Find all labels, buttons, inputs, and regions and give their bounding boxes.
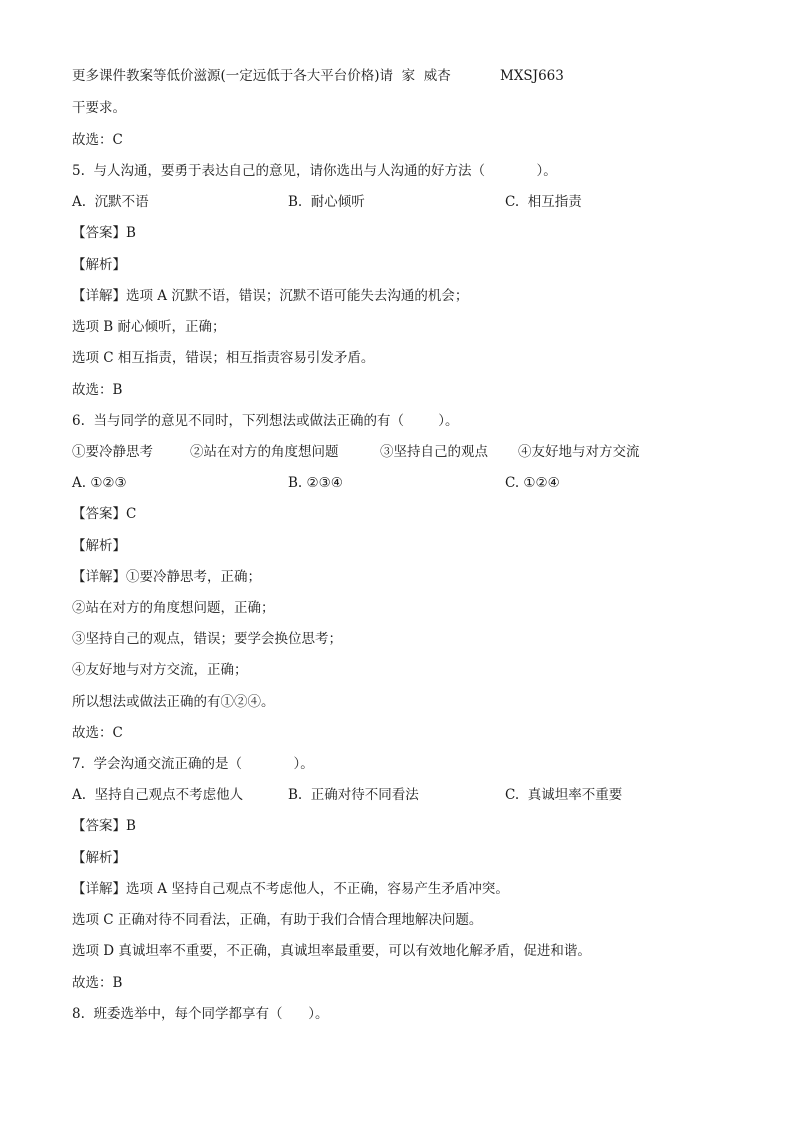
question-7: 7. 学会沟通交流正确的是（ ）。 bbox=[72, 756, 314, 772]
text-line: 故选：C bbox=[72, 132, 123, 148]
detail-line: 【详解】选项 A 坚持自己观点不考虑他人，不正确，容易产生矛盾冲突。 bbox=[72, 881, 509, 897]
option-b: B. 耐心倾听 bbox=[288, 194, 365, 210]
detail-line: ④友好地与对方交流，正确； bbox=[72, 662, 248, 678]
header-code: MXSJ663 bbox=[500, 68, 564, 84]
question-6: 6. 当与同学的意见不同时，下列想法或做法正确的有（ ）。 bbox=[72, 413, 459, 429]
analysis-heading: 【解析】 bbox=[72, 850, 126, 866]
detail-line: 选项 B 耐心倾听，正确； bbox=[72, 319, 226, 335]
selection: 故选：C bbox=[72, 725, 123, 741]
detail-line: 【详解】选项 A 沉默不语，错误；沉默不语可能失去沟通的机会； bbox=[72, 288, 469, 304]
selection: 故选：B bbox=[72, 382, 123, 398]
text-line: 干要求。 bbox=[72, 100, 126, 116]
question-5: 5. 与人沟通，要勇于表达自己的意见，请你选出与人沟通的好方法（ ）。 bbox=[72, 163, 557, 179]
header-promo: 更多课件教案等低价滋源(一定远低于各大平台价格)请 家 威杏 bbox=[72, 68, 451, 84]
statement-2: ②站在对方的角度想问题 bbox=[190, 444, 339, 460]
statement-1: ①要冷静思考 bbox=[72, 444, 153, 460]
analysis-heading: 【解析】 bbox=[72, 538, 126, 554]
option-a: A. ①②③ bbox=[72, 475, 127, 491]
detail-line: ②站在对方的角度想问题，正确； bbox=[72, 600, 275, 616]
option-c: C. ①②④ bbox=[505, 475, 560, 491]
selection: 故选：B bbox=[72, 975, 123, 991]
option-a: A. 坚持自己观点不考虑他人 bbox=[72, 787, 244, 803]
detail-line: 【详解】①要冷静思考，正确； bbox=[72, 569, 261, 585]
option-a: A. 沉默不语 bbox=[72, 194, 149, 210]
detail-line: 所以想法或做法正确的有①②④。 bbox=[72, 694, 275, 710]
option-b: B. ②③④ bbox=[288, 475, 343, 491]
answer: 【答案】B bbox=[72, 818, 136, 834]
detail-line: 选项 C 正确对待不同看法，正确，有助于我们合情合理地解决问题。 bbox=[72, 912, 483, 928]
statement-4: ④友好地与对方交流 bbox=[518, 444, 640, 460]
question-8: 8. 班委选举中，每个同学都享有（ ）。 bbox=[72, 1006, 329, 1022]
detail-line: ③坚持自己的观点，错误；要学会换位思考； bbox=[72, 631, 342, 647]
option-c: C. 真诚坦率不重要 bbox=[505, 787, 623, 803]
detail-line: 选项 C 相互指责，错误；相互指责容易引发矛盾。 bbox=[72, 350, 375, 366]
statement-3: ③坚持自己的观点 bbox=[380, 444, 488, 460]
answer: 【答案】B bbox=[72, 225, 136, 241]
analysis-heading: 【解析】 bbox=[72, 257, 126, 273]
option-b: B. 正确对待不同看法 bbox=[288, 787, 419, 803]
answer: 【答案】C bbox=[72, 506, 137, 522]
option-c: C. 相互指责 bbox=[505, 194, 582, 210]
detail-line: 选项 D 真诚坦率不重要，不正确，真诚坦率最重要，可以有效地化解矛盾，促进和谐。 bbox=[72, 943, 591, 959]
